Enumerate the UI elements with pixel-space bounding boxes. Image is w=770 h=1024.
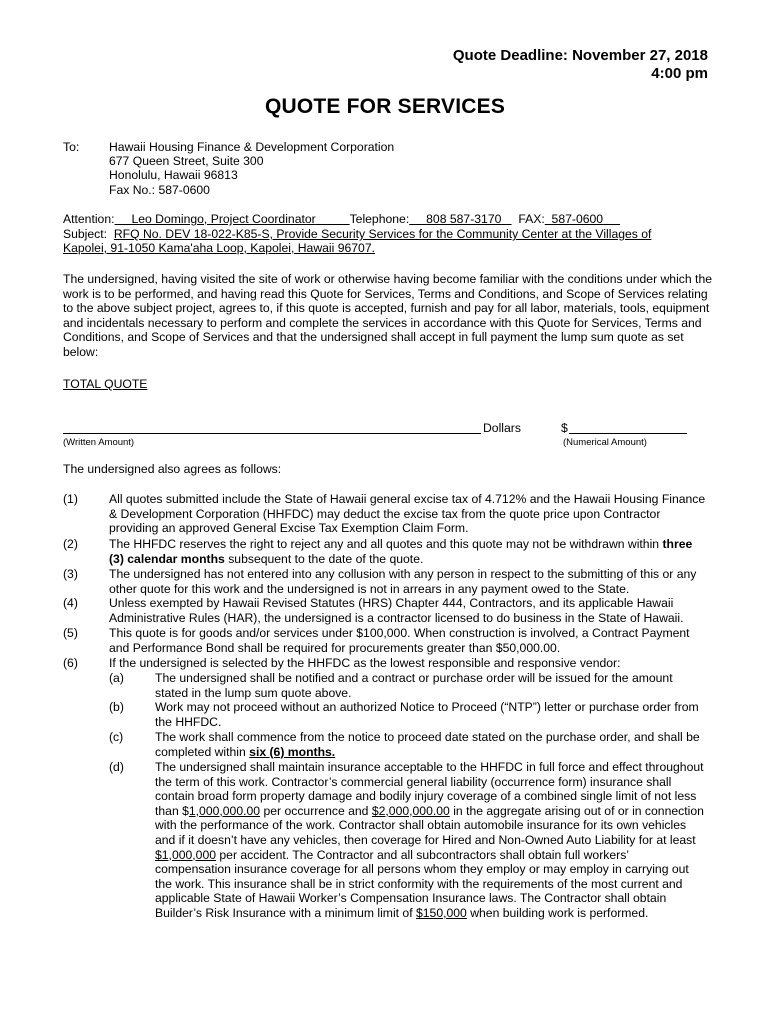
page-title: QUOTE FOR SERVICES (264, 95, 506, 118)
deadline-date: Quote Deadline: November 27, 2018 (452, 47, 708, 64)
subitem-c-letter: (c) (109, 730, 124, 744)
subitem-b-letter: (b) (109, 700, 124, 714)
quote-deadline (453, 47, 708, 83)
numerical-amount-caption: (Numerical Amount) (563, 437, 647, 448)
subject-value-2: Kapolei, 91-1050 Kama'aha Loop, Kapolei, Hawaii 96707. (63, 241, 375, 255)
item-5-number: (5) (63, 626, 78, 640)
to-line-1: Hawaii Housing Finance & Development Corporation (109, 140, 395, 154)
item-2-number: (2) (63, 537, 78, 551)
intro-paragraph: The undersigned, having visited the site of work or otherwise having become familiar with the conditions under which the work is to be performed, and having read this Quote for Services, Terms and Conditions, and Scope of Services relating to the above subject project, agrees to, if this quote is accepted, furnish and pay for all labor, materials, tools, equipment and incidentals necessary to perform and complete the services in accordance with this Quote for Services, Terms and Conditions, and Scope of Services and that the undersigned shall accept in full payment the lump sum quote as set below: (63, 272, 712, 359)
item-1-text: All quotes submitted include the State of Hawaii general excise tax of 4.712% and the Hawaii Housing Finance & Development Corporation (HHFDC) may deduct the excise tax from the quote price upon Contractor providing an approved General Excise Tax Exemption Claim Form. (109, 492, 706, 536)
item-3-number: (3) (63, 567, 78, 581)
subject-line-2 (63, 241, 375, 256)
written-amount-caption: (Written Amount) (63, 437, 135, 448)
fax-label: FAX: (518, 212, 545, 226)
to-label: To: (63, 140, 80, 154)
subitem-d-text: The undersigned shall maintain insurance acceptable to the HHFDC in full force and effect throughout the term of this work. Contractor’s commercial general liability (occurrence form) insurance shall contain broad form property damage and bodily injury coverage of a combined single limit of not less than $1,000,000.00 per occurrence and $2,000,000.00 in the aggregate arising out of or in connection with the performance of the work. Contractor shall obtain automobile insurance for its own vehicles and if it doesn’t have any vehicles, then coverage for Hired and Non-Owned Auto Liability for at least $1,000,000 per accident. The Contractor and all subcontractors shall obtain full workers’ compensation insurance coverage for all persons whom they employ or may employ in carrying out the work. This insurance shall be in strict conformity with the requirements of the most current and applicable State of Hawaii Worker’s Compensation Insurance laws. The Contractor shall obtain Builder’s Risk Insurance with a minimum limit of $150,000 when building work is performed. (155, 760, 704, 920)
subitem-a-text: The undersigned shall be notified and a contract or purchase order will be issued for the amount stated in the lump sum quote above. (155, 671, 673, 700)
subject-label: Subject: (63, 227, 108, 241)
fax-value: 587-0600 (551, 212, 604, 226)
subject-line (63, 227, 651, 242)
telephone-label: Telephone: (349, 212, 410, 226)
subitem-c-text: The work shall commence from the notice to proceed date stated on the purchase order, and shall be completed within six (6) months. (155, 730, 700, 759)
to-line-3: Honolulu, Hawaii 96813 (109, 168, 238, 182)
attention-label: Attention: (63, 212, 115, 226)
attention-line (63, 212, 620, 227)
written-amount-line (63, 433, 481, 434)
item-3-text: The undersigned has not entered into any collusion with any person in respect to the submitting of this or any other quote for this work and the undersigned is not in arrears in any payment owed to the State. (109, 567, 697, 596)
item-2-text: The HHFDC reserves the right to reject any and all quotes and this quote may not be withdrawn within three (3) calendar months subsequent to the date of the quote. (109, 537, 693, 566)
item-5-text: This quote is for goods and/or services under $100,000. When construction is involved, a Contract Payment and Performance Bond shall be required for procurements greater than $50,000.00. (109, 626, 690, 655)
telephone-value: 808 587-3170 (426, 212, 502, 226)
subject-value-1: RFQ No. DEV 18-022-K85-S, Provide Security Services for the Community Center at the Villages of (113, 227, 652, 241)
subitem-b-text: Work may not proceed without an authorized Notice to Proceed (“NTP”) letter or purchase order from the HHFDC. (155, 700, 699, 729)
subitem-d-letter: (d) (109, 760, 124, 774)
item-1-number: (1) (63, 492, 78, 506)
dollar-sign: $ (561, 421, 568, 435)
item-6-number: (6) (63, 656, 78, 670)
item-4-number: (4) (63, 596, 78, 610)
agrees-intro: The undersigned also agrees as follows: (63, 462, 282, 476)
deadline-time: 4:00 pm (651, 65, 708, 82)
item-6-text: If the undersigned is selected by the HHFDC as the lowest responsible and responsive vendor: (109, 656, 621, 670)
to-line-4: Fax No.: 587-0600 (109, 183, 210, 197)
attention-value: Leo Domingo, Project Coordinator (131, 212, 316, 226)
item-4-text: Unless exempted by Hawaii Revised Statutes (HRS) Chapter 444, Contractors, and its applicable Hawaii Administrative Rules (HAR), the undersigned is a contractor licensed to do business in the State of Hawaii. (109, 596, 684, 625)
numerical-amount-line (569, 433, 687, 434)
total-quote-heading: TOTAL QUOTE (63, 377, 148, 391)
to-line-2: 677 Queen Street, Suite 300 (109, 154, 264, 168)
subitem-a-letter: (a) (109, 671, 124, 685)
dollars-label: Dollars (483, 421, 521, 435)
